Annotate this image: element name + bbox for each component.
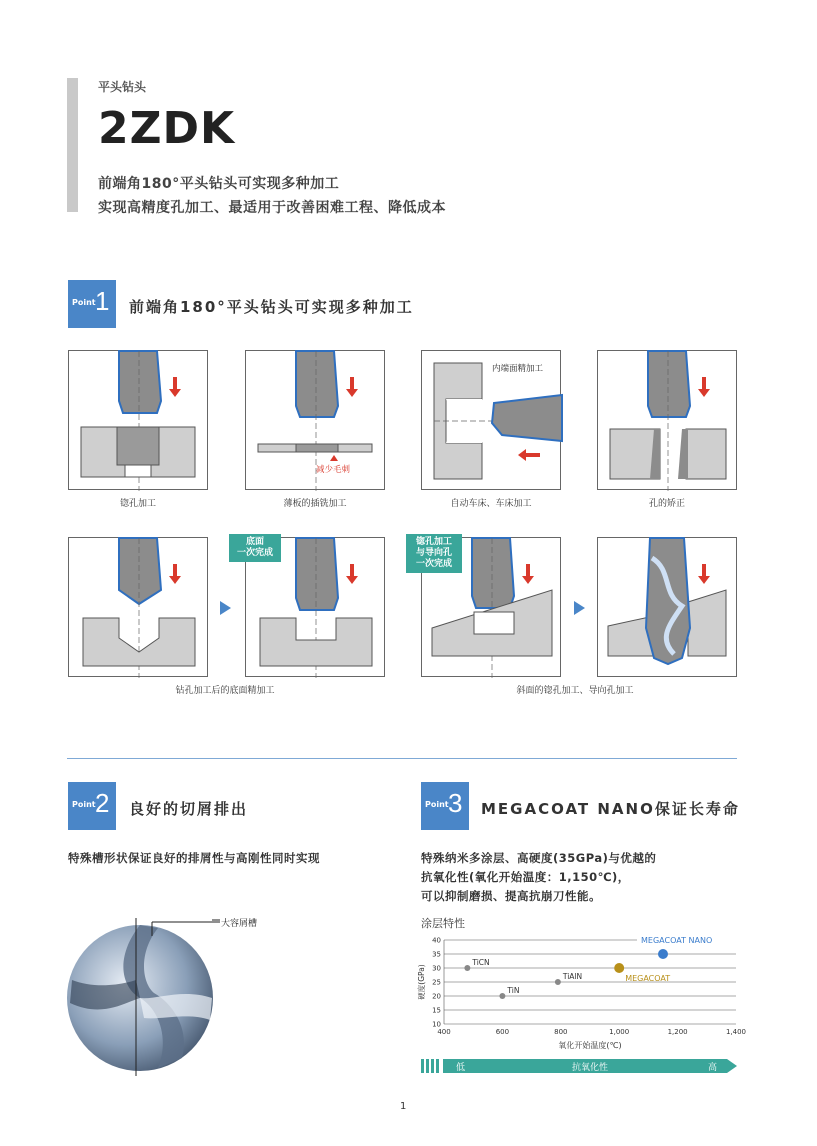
point-3-description-2: 抗氧化性(氧化开始温度：1,150℃)，	[421, 870, 630, 884]
step-arrow-icon	[574, 601, 585, 615]
x-tick-label: 1,000	[609, 1028, 630, 1036]
point-1-title: 前端角180°平头钻头可实现多种加工	[129, 298, 414, 316]
tag-counterbore-guide	[406, 534, 462, 573]
x-tick-label: 800	[554, 1028, 568, 1036]
point-label: TiN	[507, 986, 520, 995]
point-number: 2	[95, 788, 110, 818]
point-3-description-3: 可以抑制磨损、提高抗崩刀性能。	[421, 889, 601, 903]
point-label: TiCN	[472, 958, 490, 967]
oxidation-bar-label: 抗氧化性	[572, 1063, 609, 1073]
caption-lathe: 自动车床、车床加工	[450, 499, 532, 509]
x-tick-label: 1,200	[667, 1028, 688, 1036]
inclined-guide-illustration	[598, 538, 738, 678]
panel-lathe	[421, 350, 561, 490]
y-tick-label: 15	[432, 1006, 441, 1015]
callout-chip-flute: 大容屑槽	[221, 919, 258, 929]
tag-counterbore-guide-text: 锪孔加工 与导向孔 一次完成	[415, 537, 452, 569]
point-3-description-1: 特殊纳米多涂层、高硬度(35GPa)与优越的	[421, 851, 657, 865]
x-tick-label: 400	[437, 1028, 451, 1036]
tag-bottom-once-text: 底面 一次完成	[236, 537, 273, 558]
point-label: TiAlN	[562, 972, 583, 981]
annotation-reduce-burr: 减少毛刺	[316, 465, 351, 475]
caption-inclined: 斜面的锪孔加工、导向孔加工	[516, 686, 634, 696]
caption-hole-correction: 孔的矫正	[648, 499, 685, 509]
annotation-inner-face: 内端面精加工	[492, 364, 544, 374]
caption-thin-plate: 薄板的插铣加工	[283, 499, 347, 509]
product-category: 平头钻头	[98, 80, 147, 94]
panel-thin-plate	[245, 350, 385, 490]
product-model: 2ZDK	[98, 103, 236, 154]
step-arrow-icon	[220, 601, 231, 615]
panel-drill-before	[68, 537, 208, 677]
caption-counterbore: 锪孔加工	[119, 499, 156, 509]
point-number: 1	[95, 286, 110, 316]
header-accent-bar	[67, 78, 78, 212]
point-label-megacoat: MEGACOAT	[625, 974, 671, 983]
point-3-badge	[421, 782, 469, 830]
hole-correction-illustration	[598, 351, 738, 491]
subtitle-line-2: 实现高精度孔加工、最适用于改善困难工程、降低成本	[98, 200, 446, 216]
y-tick-label: 40	[432, 936, 441, 945]
chart-title: 涂层特性	[421, 917, 465, 930]
point-word: Point	[72, 800, 96, 809]
y-axis-label: 硬度(GPa)	[417, 964, 426, 1000]
panel-counterbore	[68, 350, 208, 490]
y-tick-label: 30	[432, 964, 441, 973]
x-tick-label: 1,400	[725, 1028, 747, 1036]
section-divider	[67, 758, 737, 759]
point-2-description: 特殊槽形状保证良好的排屑性与高刚性同时实现	[68, 851, 320, 865]
y-tick-label: 20	[432, 992, 441, 1001]
caption-bottom-finish: 钻孔加工后的底面精加工	[175, 686, 275, 696]
data-point	[464, 965, 470, 971]
point-word: Point	[425, 800, 449, 809]
panel-hole-correction	[597, 350, 737, 490]
data-point	[658, 949, 668, 959]
point-2-badge	[68, 782, 116, 830]
counterbore-illustration	[69, 351, 209, 491]
oxidation-low-label: 低	[456, 1063, 466, 1073]
page-number: 1	[400, 1101, 407, 1112]
y-tick-label: 25	[432, 978, 441, 987]
data-point	[499, 993, 505, 999]
y-tick-label: 10	[432, 1020, 441, 1029]
y-tick-label: 35	[432, 950, 441, 959]
point-2-title: 良好的切屑排出	[129, 800, 249, 818]
callout-leader-line	[150, 918, 225, 938]
point-number: 3	[448, 788, 463, 818]
point-3-title: MEGACOAT NANO保证长寿命	[481, 800, 740, 818]
oxidation-high-label: 高	[708, 1063, 718, 1073]
coating-chart	[414, 930, 747, 1055]
point-label-megacoat-nano: MEGACOAT NANO	[641, 936, 713, 945]
x-axis-label: 氧化开始温度(℃)	[558, 1041, 622, 1050]
point-1-badge	[68, 280, 116, 328]
panel-inclined-guide	[597, 537, 737, 677]
tag-bottom-once	[229, 534, 281, 562]
data-point	[614, 963, 624, 973]
data-point	[555, 979, 561, 985]
subtitle-line-1: 前端角180°平头钻头可实现多种加工	[98, 176, 340, 192]
drill-before-illustration	[69, 538, 209, 678]
x-tick-label: 600	[495, 1028, 510, 1036]
point-word: Point	[72, 298, 96, 307]
